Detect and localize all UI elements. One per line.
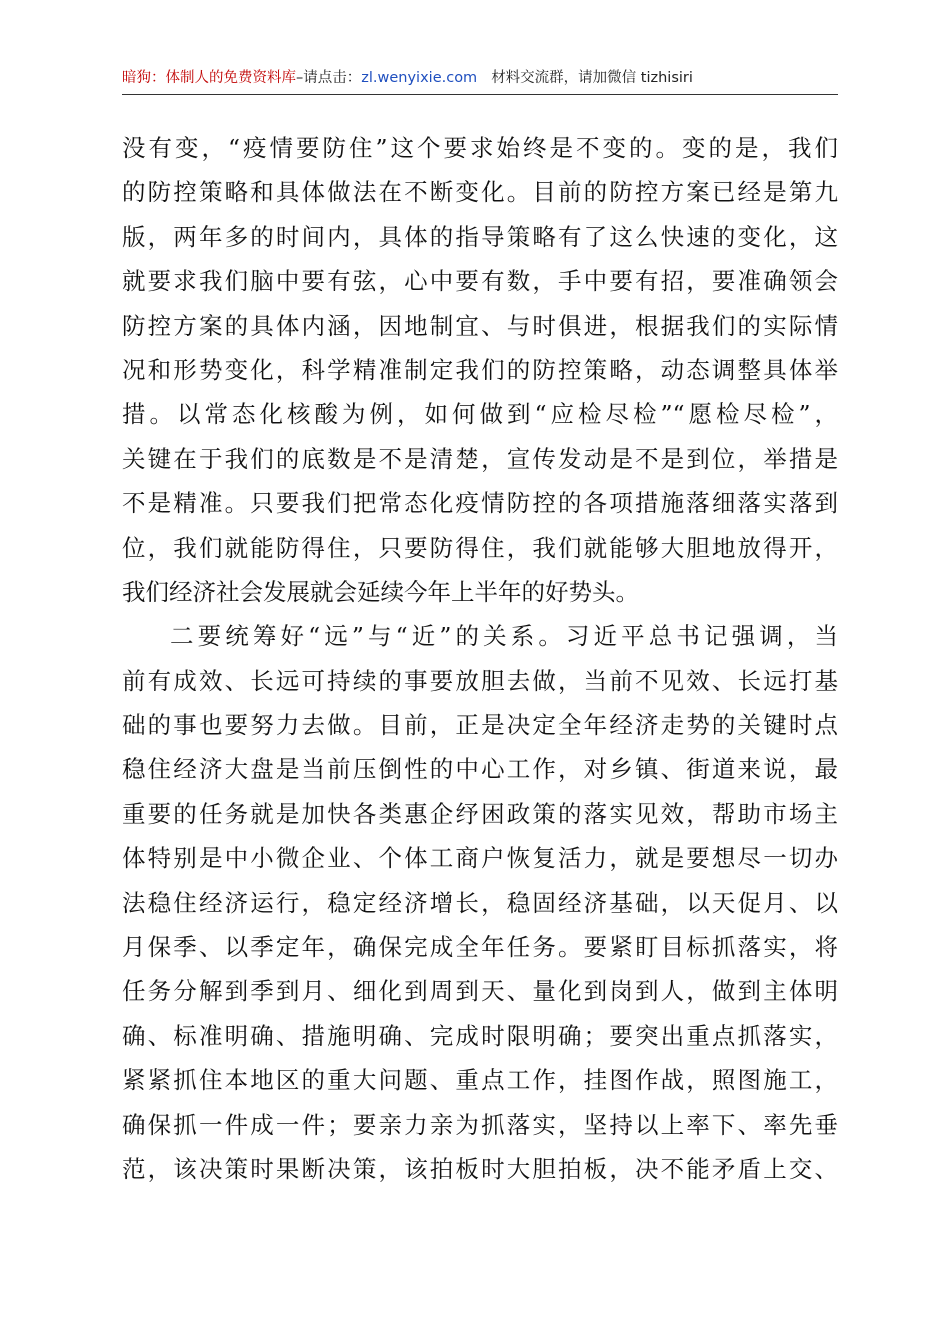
paragraph-2 xyxy=(122,614,838,1191)
text-line: 我们经济社会发展就会延续今年上半年的好势头。 xyxy=(122,577,639,606)
header-click-prefix: –请点击： xyxy=(296,70,362,86)
text-line: 范，该决策时果断决策，该拍板时大胆拍板，决不能矛盾上交、 xyxy=(122,1154,838,1183)
text-line: 关键在于我们的底数是不是清楚，宣传发动是不是到位，举措是 xyxy=(122,444,838,473)
text-line: 稳住经济大盘是当前压倒性的中心工作，对乡镇、街道来说，最 xyxy=(122,755,838,784)
text-line: 不是精准。只要我们把常态化疫情防控的各项措施落细落实落到 xyxy=(122,489,838,518)
text-line: 版，两年多的时间内，具体的指导策略有了这么快速的变化，这 xyxy=(122,222,838,251)
text-line: 防控方案的具体内涵，因地制宜、与时俱进，根据我们的实际情 xyxy=(122,311,838,340)
header-url-link[interactable]: zl.wenyixie.com xyxy=(361,70,478,86)
text-line: 任务分解到季到月、细化到周到天、量化到岗到人，做到主体明 xyxy=(122,977,838,1006)
document-body xyxy=(122,126,838,1191)
text-line: 况和形势变化，科学精准制定我们的防控策略，动态调整具体举 xyxy=(122,355,838,384)
text-line: 础的事也要努力去做。目前，正是决定全年经济走势的关键时点 xyxy=(122,711,838,740)
text-line: 没有变，“疫情要防住”这个要求始终是不变的。变的是，我们 xyxy=(122,134,838,162)
text-line: 就要求我们脑中要有弦，心中要有数，手中要有招，要准确领会 xyxy=(122,267,838,296)
text-line: 的防控策略和具体做法在不断变化。目前的防控方案已经是第九 xyxy=(122,178,838,207)
header-brand: 暗狗：体制人的免费资料库 xyxy=(122,70,296,86)
text-line: 位，我们就能防得住，只要防得住，我们就能够大胆地放得开， xyxy=(122,533,838,562)
text-line: 月保季、以季定年，确保完成全年任务。要紧盯目标抓落实，将 xyxy=(122,933,838,962)
text-line: 前有成效、长远可持续的事要放胆去做，当前不见效、长远打基 xyxy=(122,666,838,695)
header-divider xyxy=(122,94,838,95)
text-line: 法稳住经济运行，稳定经济增长，稳固经济基础，以天促月、以 xyxy=(122,888,838,917)
text-line: 措。以常态化核酸为例，如何做到“应检尽检”“愿检尽检”， xyxy=(122,400,838,429)
paragraph-1 xyxy=(122,126,838,614)
text-line: 确、标准明确、措施明确、完成时限明确；要突出重点抓落实， xyxy=(122,1021,838,1050)
text-line: 确保抓一件成一件；要亲力亲为抓落实，坚持以上率下、率先垂 xyxy=(122,1110,838,1139)
page-header xyxy=(122,66,838,94)
text-line: 体特别是中小微企业、个体工商户恢复活力，就是要想尽一切办 xyxy=(122,844,838,873)
text-line: 重要的任务就是加快各类惠企纾困政策的落实见效，帮助市场主 xyxy=(122,799,838,828)
header-contact: 材料交流群，请加微信 tizhisiri xyxy=(491,70,693,86)
text-line: 紧紧抓住本地区的重大问题、重点工作，挂图作战，照图施工， xyxy=(122,1066,838,1095)
text-line: 二要统筹好“远”与“近”的关系。习近平总书记强调，当 xyxy=(170,622,838,651)
